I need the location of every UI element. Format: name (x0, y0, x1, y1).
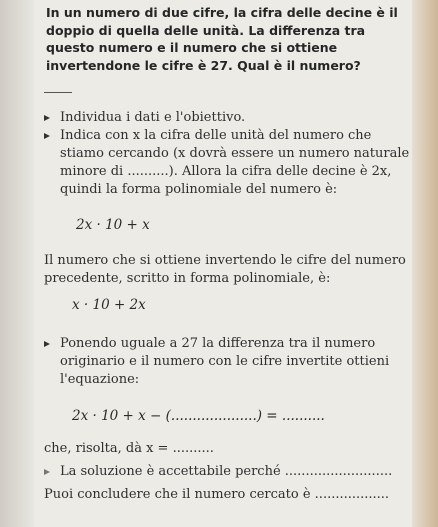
textbook-page (40, 0, 412, 527)
bullet-arrow-icon (44, 341, 50, 347)
conclusion-line: Puoi concludere che il numero cercato è .................. (44, 487, 390, 502)
problem-statement: In un numero di due cifre, la cifra delle decine è il doppio di quella delle unità. La differenza tra questo numero e il numero che si ottiene invertendone le cifre è 27. Qual è il numero? (46, 5, 398, 73)
step-define-unknown: Indica con x la cifra delle unità del numero che stiamo cercando (x dovrà essere un numero naturale minore di ..........). Allora la cifra delle decine è 2x, quindi la forma polinomiale del numero è: (60, 128, 410, 197)
solution-line: che, risolta, dà x = .......... (44, 441, 214, 456)
bullet-arrow-icon (44, 133, 50, 139)
formula-polynomial-number: 2x · 10 + x (76, 217, 150, 233)
separator-rule (44, 92, 72, 93)
bullet-arrow-icon (44, 469, 50, 475)
step-accept-solution: La soluzione è accettabile perché .......................... (60, 464, 393, 479)
step-identify-data: Individua i dati e l'obiettivo. (60, 110, 246, 125)
step-set-equation: Ponendo uguale a 27 la differenza tra il numero originario e il numero con le cifre invertite ottieni l'equazione: (60, 336, 390, 387)
right-page-edge (412, 0, 438, 527)
formula-equation: 2x · 10 + x − (....................) = .......... (72, 408, 325, 424)
formula-inverted-number: x · 10 + 2x (72, 297, 146, 313)
bullet-arrow-icon (44, 115, 50, 121)
left-page-margin (0, 0, 34, 527)
paragraph-inverted-number: Il numero che si ottiene invertendo le cifre del numero precedente, scritto in forma polinomiale, è: (44, 253, 406, 286)
